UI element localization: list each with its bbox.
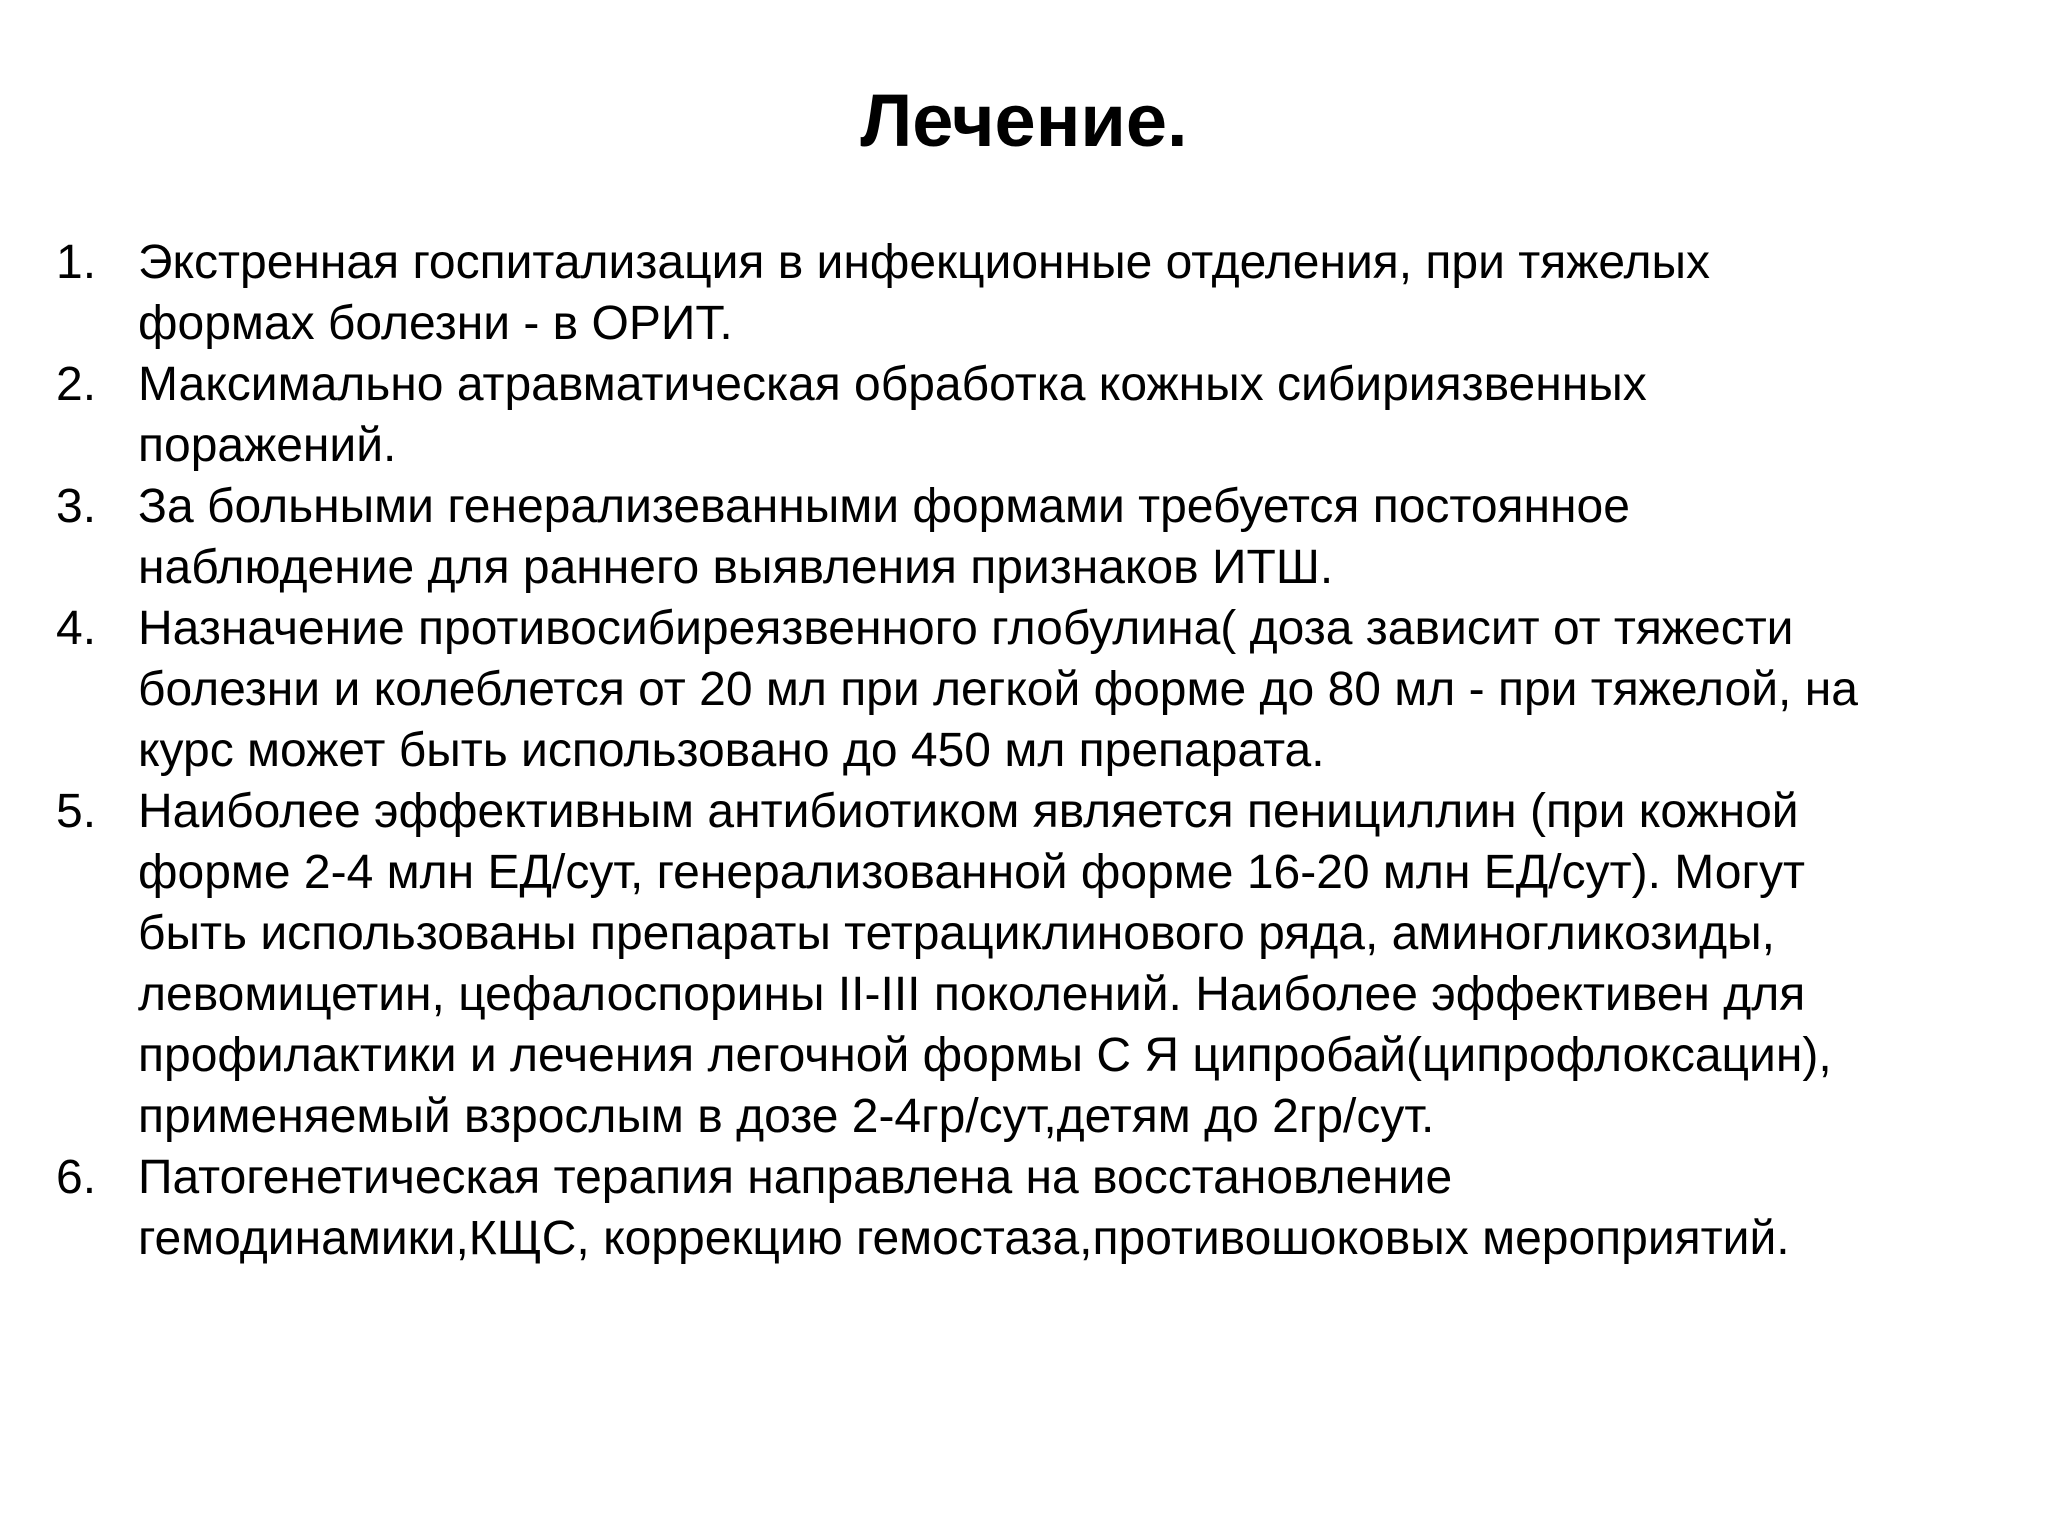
item-text-line: форме 2-4 млн ЕД/сут, генерализованной форме 16-20 млн ЕД/сут). Могут — [138, 846, 1805, 899]
item-number: 1. — [56, 236, 97, 289]
list-item-3 — [56, 476, 2016, 598]
item-number: 2. — [56, 358, 97, 411]
item-text — [138, 476, 2016, 598]
list-item-5 — [56, 781, 2016, 1147]
item-text-line: Наиболее эффективным антибиотиком является пенициллин (при кожной — [138, 785, 1799, 838]
list-item-6 — [56, 1147, 2016, 1269]
item-number: 5. — [56, 785, 97, 838]
item-text-line: курс может быть использовано до 450 мл препарата. — [138, 724, 1325, 777]
item-text — [138, 354, 2016, 476]
item-text-line: применяемый взрослым в дозе 2-4гр/сут,детям до 2гр/сут. — [138, 1090, 1435, 1143]
item-text-line: Экстренная госпитализация в инфекционные отделения, при тяжелых — [138, 236, 1710, 289]
item-text-line: болезни и колеблется от 20 мл при легкой форме до 80 мл - при тяжелой, на — [138, 663, 1858, 716]
item-number: 6. — [56, 1151, 97, 1204]
item-text — [138, 598, 2016, 781]
item-number: 3. — [56, 480, 97, 533]
slide-title: Лечение. — [860, 79, 1188, 162]
item-text-line: наблюдение для раннего выявления признаков ИТШ. — [138, 541, 1334, 594]
item-text — [138, 781, 2016, 1147]
item-text-line: Назначение противосибиреязвенного глобулина( доза зависит от тяжести — [138, 602, 1794, 655]
list-item-2 — [56, 354, 2016, 476]
item-text — [138, 1147, 2016, 1269]
treatment-list — [56, 232, 2016, 1269]
item-text-line: поражений. — [138, 419, 397, 472]
item-text-line: гемодинамики,КЩС, коррекцию гемостаза,противошоковых мероприятий. — [138, 1212, 1790, 1265]
list-item-4 — [56, 598, 2016, 781]
item-text-line: профилактики и лечения легочной формы С Я ципробай(ципрофлоксацин), — [138, 1029, 1832, 1082]
item-text — [138, 232, 2016, 354]
item-text-line: быть использованы препараты тетрациклинового ряда, аминогликозиды, — [138, 907, 1775, 960]
item-text-line: За больными генерализеванными формами требуется постоянное — [138, 480, 1630, 533]
item-text-line: Патогенетическая терапия направлена на восстановление — [138, 1151, 1453, 1204]
list-item-1 — [56, 232, 2016, 354]
item-number: 4. — [56, 602, 97, 655]
item-text-line: Максимально атравматическая обработка кожных сибириязвенных — [138, 358, 1647, 411]
item-text-line: левомицетин, цефалоспорины II-III поколений. Наиболее эффективен для — [138, 968, 1806, 1021]
item-text-line: формах болезни - в ОРИТ. — [138, 297, 733, 350]
